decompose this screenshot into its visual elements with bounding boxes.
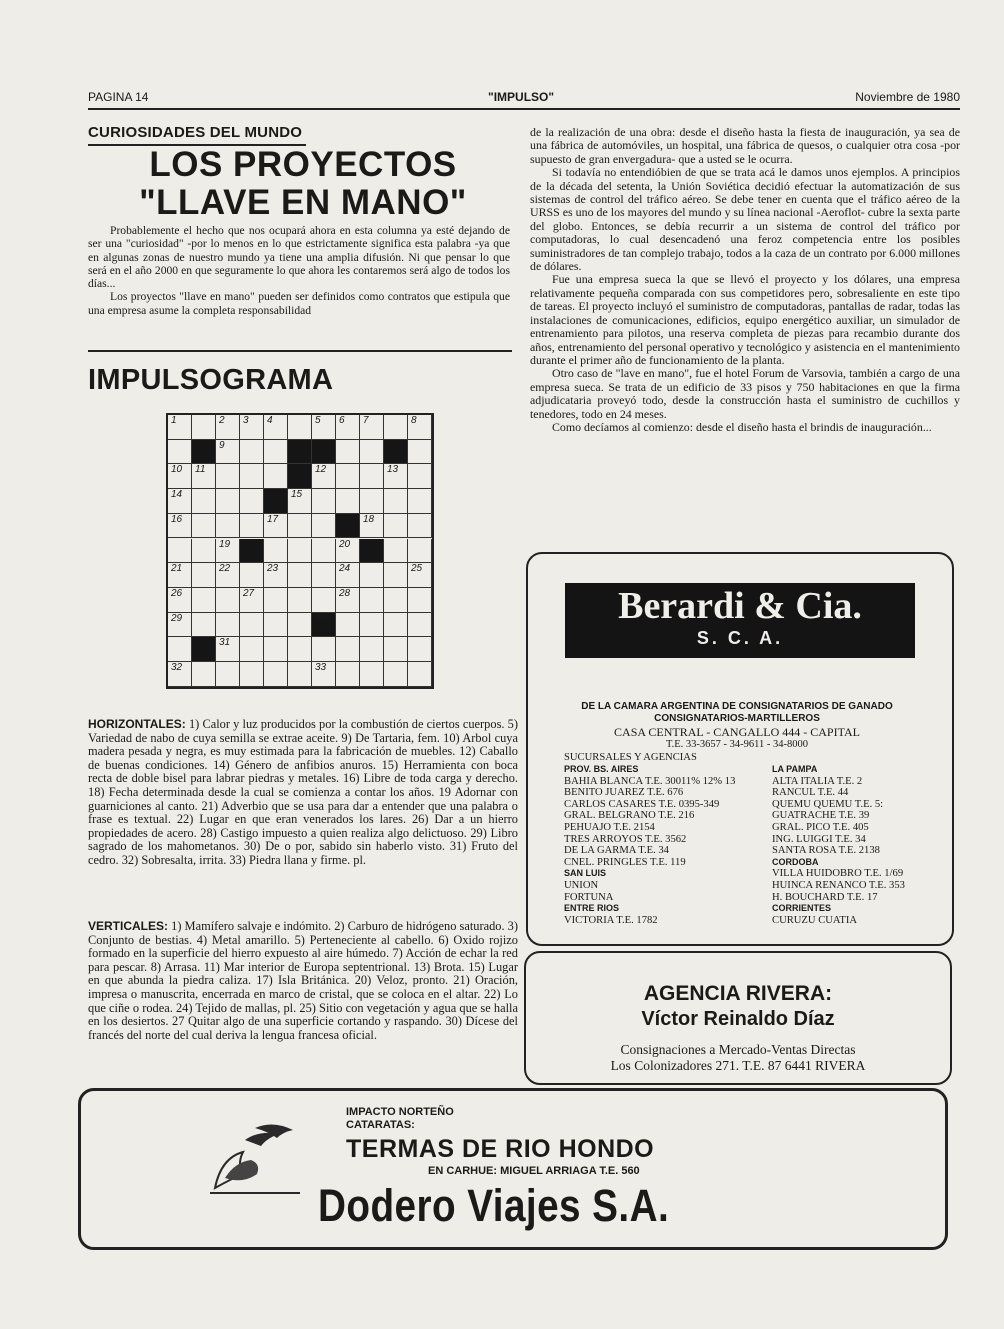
- crossword-cell[interactable]: [312, 637, 336, 662]
- article-title-line-2: "LLAVE EN MANO": [139, 183, 467, 222]
- crossword-cell[interactable]: [384, 464, 408, 489]
- crossword-cell[interactable]: [336, 662, 360, 687]
- col2-paragraph-4: Otro caso de "lave en mano", fue el hotel Forum de Varsovia, también a cargo de una empresa sueca. Se trata de un edificio de 33 pisos y 750 habitaciones en que la firma adjudicataria proveyó todo, desde la construcción hasta el suministro de cuchillos y tenedores, todo en 24 meses.: [530, 366, 960, 421]
- crossword-cell[interactable]: [168, 514, 192, 539]
- crossword-title: IMPULSOGRAMA: [88, 364, 334, 396]
- article-title-line-1: LOS PROYECTOS: [149, 145, 457, 184]
- berardi-branches-right: [772, 764, 942, 926]
- crossword-black-cell: [192, 637, 216, 662]
- branch-entry: UNION: [564, 879, 599, 891]
- branch-entry: CORDOBA: [772, 856, 819, 867]
- paper-name: "IMPULSO": [488, 90, 555, 104]
- branch-entry: CARLOS CASARES T.E. 0395-349: [564, 798, 720, 810]
- crossword-black-cell: [312, 613, 336, 638]
- crossword-clue-number: 15: [291, 489, 303, 501]
- crossword-cell[interactable]: [168, 464, 192, 489]
- dodero-line-1: IMPACTO NORTEÑO: [346, 1106, 454, 1118]
- crossword-clue-number: 1: [171, 415, 177, 426]
- crossword-cell[interactable]: [168, 563, 192, 588]
- branch-entry: SAN LUIS: [564, 868, 607, 879]
- crossword-clue-number: 21: [171, 563, 183, 575]
- crossword-cell[interactable]: [192, 415, 216, 440]
- crossword-cell[interactable]: [408, 563, 432, 588]
- branch-entry: ENTRE RIOS: [564, 903, 620, 914]
- crossword-cell[interactable]: [264, 662, 288, 687]
- crossword-cell[interactable]: [408, 440, 432, 465]
- crossword-cell[interactable]: [216, 415, 240, 440]
- crossword-cell[interactable]: [336, 539, 360, 564]
- verticales-text: 1) Mamífero salvaje e indómito. 2) Carburo de hidrógeno saturado. 3) Conjunto de bestias. 4) Metal amarillo. 5) Perteneciente al cabello. 6) Oxido rojizo formado en la superficie del hierro expuesto al aire húmedo. 7) Acción de echar la red para pescar. 8) Arrasa. 11) Mar interior de Europa septentrional. 13) Brota. 15) Lugar en que abunda la piedra caliza. 17) Isla Británica. 20) Veloz, pronto. 21) Oración, impresa o manuscrita, encerrada en marco de cristal, que se coloca en el altar. 22) Lo que ciñe o rodea. 24) Tejido de mallas, pl. 25) Sitio con vegetación y agua que se halla en los desiertos. 27 Quitar algo de una superficie cortando y raspando. 30) Dícese del francés del norte del cual deriva la lengua francesa oficial.: [88, 919, 518, 1042]
- rivera-title: AGENCIA RIVERA:: [643, 982, 833, 1005]
- article-kicker: CURIOSIDADES DEL MUNDO: [88, 124, 303, 141]
- crossword-cell[interactable]: [168, 440, 192, 465]
- crossword-cell[interactable]: [216, 489, 240, 514]
- branch-entry: QUEMU QUEMU T.E. 5:: [772, 798, 884, 810]
- crossword-clue-number: 11: [195, 464, 206, 476]
- branch-entry: ING. LUIGGI T.E. 34: [772, 833, 866, 845]
- crossword-cell[interactable]: [360, 464, 384, 489]
- article-lead: [88, 224, 510, 317]
- crossword-cell[interactable]: [312, 662, 336, 687]
- crossword-cell[interactable]: [240, 563, 264, 588]
- crossword-cell[interactable]: [312, 588, 336, 613]
- crossword-cell[interactable]: [288, 588, 312, 613]
- branch-entry: BENITO JUAREZ T.E. 676: [564, 787, 684, 799]
- branch-entry: HUINCA RENANCO T.E. 353: [772, 879, 905, 891]
- lead-paragraph-1: Probablemente el hecho que nos ocupará ahora en esta columna ya esté dejando de ser una "curiosidad" -por lo menos en lo que estrictamente significa esta palabra -ya que en algunas zonas de nuestro mundo ya tiene una amplia difusión. Ni que pensar lo que será en el año 2000 en que seguramente lo que ahora les contaremos será algo de todos los días...: [88, 224, 510, 291]
- crossword-cell[interactable]: [264, 539, 288, 564]
- crossword-cell[interactable]: [192, 588, 216, 613]
- crossword-clue-number: 26: [171, 587, 183, 599]
- crossword-cell[interactable]: [288, 637, 312, 662]
- crossword-cell[interactable]: [168, 662, 192, 687]
- horizontales-label: HORIZONTALES:: [88, 717, 186, 731]
- crossword-cell[interactable]: [264, 563, 288, 588]
- branch-entry: GUATRACHE T.E. 39: [772, 810, 870, 822]
- crossword-cell[interactable]: [240, 588, 264, 613]
- crossword-black-cell: [336, 514, 360, 539]
- crossword-black-cell: [312, 440, 336, 465]
- branch-entry: GRAL. BELGRANO T.E. 216: [564, 810, 695, 822]
- berardi-line-2: CONSIGNATARIOS-MARTILLEROS: [654, 713, 820, 724]
- crossword-cell[interactable]: [360, 415, 384, 440]
- crossword-grid[interactable]: [166, 413, 434, 689]
- crossword-clue-number: 3: [243, 415, 249, 426]
- crossword-cell[interactable]: [216, 464, 240, 489]
- crossword-cell[interactable]: [384, 415, 408, 440]
- branch-entry: TRES ARROYOS T.E. 3562: [564, 833, 687, 845]
- berardi-line-3: CASA CENTRAL - CANGALLO 444 - CAPITAL: [614, 725, 860, 739]
- crossword-clue-number: 28: [339, 587, 351, 599]
- crossword-cell[interactable]: [384, 514, 408, 539]
- crossword-cell[interactable]: [216, 539, 240, 564]
- crossword-black-cell: [288, 440, 312, 465]
- crossword-cell[interactable]: [384, 563, 408, 588]
- crossword-cell[interactable]: [168, 637, 192, 662]
- crossword-cell[interactable]: [384, 662, 408, 687]
- dodero-brand: Dodero Viajes S.A.: [318, 1180, 670, 1231]
- crossword-clue-number: 10: [171, 464, 183, 476]
- crossword-clue-number: 16: [171, 513, 183, 525]
- col2-paragraph-1: de la realización de una obra: desde el diseño hasta la fiesta de inauguración, ya sea de una fábrica de automóviles, un hospital, una fábrica de quesos, o cualquier otra cosa -por supuesto de gran envergadura- que a usted se le ocurra.: [530, 125, 960, 166]
- crossword-cell[interactable]: [240, 489, 264, 514]
- crossword-cell[interactable]: [264, 464, 288, 489]
- crossword-black-cell: [192, 440, 216, 465]
- crossword-cell[interactable]: [192, 489, 216, 514]
- crossword-cell[interactable]: [360, 489, 384, 514]
- crossword-cell[interactable]: [192, 464, 216, 489]
- crossword-cell[interactable]: [384, 489, 408, 514]
- branch-entry: PEHUAJO T.E. 2154: [564, 821, 655, 833]
- crossword-cell[interactable]: [408, 464, 432, 489]
- crossword-cell[interactable]: [312, 415, 336, 440]
- crossword-clue-number: 22: [219, 563, 231, 575]
- crossword-cell[interactable]: [216, 440, 240, 465]
- crossword-cell[interactable]: [336, 588, 360, 613]
- crossword-cell[interactable]: [336, 563, 360, 588]
- crossword-clue-number: 18: [363, 513, 375, 525]
- crossword-cell[interactable]: [240, 662, 264, 687]
- crossword-black-cell: [384, 440, 408, 465]
- crossword-cell[interactable]: [312, 539, 336, 564]
- header-rule: [88, 108, 960, 110]
- crossword-cell[interactable]: [360, 588, 384, 613]
- crossword-cell[interactable]: [264, 637, 288, 662]
- berardi-brand: Berardi & Cia.: [618, 585, 862, 627]
- crossword-cell[interactable]: [192, 613, 216, 638]
- crossword-cell[interactable]: [264, 613, 288, 638]
- crossword-cell[interactable]: [384, 539, 408, 564]
- branch-entry: VILLA HUIDOBRO T.E. 1/69: [772, 868, 904, 880]
- crossword-cell[interactable]: [408, 588, 432, 613]
- crossword-cell[interactable]: [168, 613, 192, 638]
- branch-entry: CNEL. PRINGLES T.E. 119: [564, 856, 686, 868]
- berardi-line-1: DE LA CAMARA ARGENTINA DE CONSIGNATARIOS DE GANADO: [581, 701, 893, 712]
- crossword-cell[interactable]: [216, 588, 240, 613]
- crossword-cell[interactable]: [192, 563, 216, 588]
- crossword-black-cell: [240, 539, 264, 564]
- crossword-clue-number: 27: [243, 587, 255, 599]
- crossword-cell[interactable]: [216, 563, 240, 588]
- crossword-cell[interactable]: [168, 588, 192, 613]
- crossword-cell[interactable]: [336, 464, 360, 489]
- dodero-logo-icon: [205, 1118, 305, 1198]
- crossword-cell[interactable]: [312, 489, 336, 514]
- crossword-cell[interactable]: [240, 514, 264, 539]
- verticales-label: VERTICALES:: [88, 919, 169, 933]
- crossword-cell[interactable]: [240, 415, 264, 440]
- crossword-black-cell: [264, 489, 288, 514]
- branch-entry: GRAL. PICO T.E. 405: [772, 821, 869, 833]
- lead-paragraph-2: Los proyectos "llave en mano" pueden ser definidos como contratos que estipula que una empresa asume la completa responsabilidad: [88, 290, 510, 317]
- horizontales-text: 1) Calor y luz producidos por la combustión de ciertos cuerpos. 5) Variedad de nabo de cuya semilla se extrae aceite. 9) De Tartaria, fem. 10) Arbol cuya madera pesada y negra, es muy estimada para la fabricación de muebles. 12) Caballo de buenas condiciones. 14) Género de anfibios anuros. 15) Herramienta con boca recta de doble bisel para labrar piedras y metales. 16) Libre de toda carga y derecho. 18) Fecha determinada desde la cual se comienza a contar los años. 19 Adornar con guarniciones al canto. 21) Adverbio que se usa para dar a entender que una palabra o frase es textual. 22) Lugar en que eran venerados los lares. 26) Dar a un hierro propiedades de acero. 28) Castigo impuesto a quien realiza algo delictuoso. 29) Libro sagrado de los mahometanos. 30) De o por, sabido sin haberlo visto. 31) Fruto del cedro. 32) Sobresalta, irrita. 33) Piedra llana y firme. pl.: [88, 717, 518, 867]
- issue-date: Noviembre de 1980: [855, 90, 960, 104]
- berardi-branches-left: [564, 764, 764, 926]
- branch-entry: BAHIA BLANCA T.E. 30011% 12% 13: [564, 775, 736, 787]
- col2-paragraph-2: Si todavía no entendióbien de que se trata acá le damos unos ejemplos. A principios de la década del setenta, la Unión Soviética decidió efectuar la automatización de sus sistemas de control del tráfico aéreo. Se debe tener en cuenta que el tráfico aéreo de la URSS es uno de los mayores del mundo y su línea nacional -Aeroflot- cubre la sexta parte del globo. Entonces, se debía recurrir a un sistema de control del tráfico por computadoras, lo cual desencadenó una feroz competencia entre los posibles suministradores de tan complejo trabajo, todos a la caza de un contrato por 6.000 millones de dólares.: [530, 165, 960, 274]
- crossword-cell[interactable]: [264, 440, 288, 465]
- branch-entry: RANCUL T.E. 44: [772, 787, 849, 799]
- col2-paragraph-3: Fue una empresa sueca la que se llevó el proyecto y los dólares, una empresa relativamente pequeña comparada con sus competidores pero, sobresaliente en este tipo de tareas. El proyecto incluyó el suministro de computadoras, pantallas de radar, todas las instalaciones de comunicaciones, edificios, equipo energético auxiliar, un simulador de entrenamiento para pilotos, una reserva completa de piezas para recambio durante dos años, entrenamiento del personal operativo y tecnológico y asistencia en el mantenimiento durante el primer año de funcionamiento de la planta.: [530, 272, 960, 367]
- crossword-cell[interactable]: [408, 415, 432, 440]
- crossword-cell[interactable]: [240, 440, 264, 465]
- crossword-cell[interactable]: [360, 563, 384, 588]
- rivera-line-2: Los Colonizadores 271. T.E. 87 6441 RIVERA: [610, 1058, 866, 1073]
- crossword-cell[interactable]: [360, 662, 384, 687]
- crossword-cell[interactable]: [384, 637, 408, 662]
- crossword-cell[interactable]: [240, 613, 264, 638]
- crossword-clue-number: 14: [171, 489, 183, 501]
- crossword-clue-number: 12: [315, 464, 327, 476]
- branch-entry: LA PAMPA: [772, 764, 818, 774]
- crossword-cell[interactable]: [360, 613, 384, 638]
- crossword-cell[interactable]: [408, 637, 432, 662]
- crossword-cell[interactable]: [288, 539, 312, 564]
- crossword-cell[interactable]: [312, 563, 336, 588]
- branch-entry: PROV. BS. AIRES: [564, 764, 639, 774]
- crossword-cell[interactable]: [336, 489, 360, 514]
- crossword-clue-number: 30: [315, 612, 327, 624]
- crossword-cell[interactable]: [384, 613, 408, 638]
- crossword-cell[interactable]: [360, 440, 384, 465]
- crossword-cell[interactable]: [168, 489, 192, 514]
- rivera-name: Víctor Reinaldo Díaz: [641, 1008, 835, 1030]
- crossword-cell[interactable]: [216, 613, 240, 638]
- crossword-cell[interactable]: [288, 489, 312, 514]
- rivera-line-1: Consignaciones a Mercado-Ventas Directas: [620, 1042, 856, 1057]
- crossword-clue-number: 29: [171, 612, 183, 624]
- crossword-clue-number: 19: [219, 538, 231, 550]
- crossword-cell[interactable]: [408, 489, 432, 514]
- berardi-suffix: S. C. A.: [696, 628, 784, 648]
- crossword-clue-number: 6: [339, 415, 345, 426]
- crossword-black-cell: [288, 464, 312, 489]
- crossword-cell[interactable]: [408, 514, 432, 539]
- dodero-line-3: TERMAS DE RIO HONDO: [346, 1135, 655, 1163]
- crossword-cell[interactable]: [408, 539, 432, 564]
- crossword-clue-number: 2: [219, 415, 225, 426]
- clues-vertical: [88, 920, 518, 1042]
- crossword-cell[interactable]: [216, 514, 240, 539]
- branch-entry: ALTA ITALIA T.E. 2: [772, 775, 863, 787]
- crossword-clue-number: 33: [315, 662, 327, 673]
- crossword-cell[interactable]: [264, 514, 288, 539]
- dolphin-wave-icon: [205, 1118, 305, 1198]
- crossword-clue-number: 9: [219, 439, 225, 451]
- section-rule: [88, 350, 512, 352]
- crossword-clue-number: 5: [315, 415, 321, 426]
- crossword-clue-number: 32: [171, 662, 183, 673]
- berardi-logo: [565, 583, 915, 658]
- crossword-cell[interactable]: [312, 464, 336, 489]
- branch-entry: CURUZU CUATIA: [772, 914, 858, 926]
- dodero-line-4: EN CARHUE: MIGUEL ARRIAGA T.E. 560: [428, 1165, 640, 1177]
- crossword-cell[interactable]: [408, 613, 432, 638]
- crossword-cell[interactable]: [168, 539, 192, 564]
- crossword-cell[interactable]: [192, 514, 216, 539]
- berardi-sucursales: SUCURSALES Y AGENCIAS: [564, 752, 697, 763]
- page-header: [88, 90, 960, 108]
- col2-paragraph-5: Como decíamos al comienzo: desde el diseño hasta el brindis de inauguración...: [552, 419, 932, 434]
- crossword-cell[interactable]: [216, 662, 240, 687]
- crossword-cell[interactable]: [408, 662, 432, 687]
- crossword-cell[interactable]: [216, 637, 240, 662]
- crossword-clue-number: 17: [267, 513, 279, 525]
- crossword-cell[interactable]: [288, 613, 312, 638]
- crossword-clue-number: 25: [411, 563, 423, 575]
- crossword-clue-number: 13: [387, 464, 399, 476]
- clues-horizontal: [88, 718, 518, 868]
- page-number: PAGINA 14: [88, 90, 149, 104]
- crossword-cell[interactable]: [360, 514, 384, 539]
- crossword-clue-number: 20: [339, 538, 351, 550]
- branch-entry: VICTORIA T.E. 1782: [564, 914, 658, 926]
- crossword-clue-number: 8: [411, 415, 417, 426]
- crossword-cell[interactable]: [312, 514, 336, 539]
- branch-entry: DE LA GARMA T.E. 34: [564, 845, 669, 857]
- article-column-2: [530, 126, 960, 434]
- crossword-cell[interactable]: [288, 563, 312, 588]
- crossword-cell[interactable]: [240, 637, 264, 662]
- crossword-clue-number: 7: [363, 415, 369, 426]
- branch-entry: CORRIENTES: [772, 903, 832, 914]
- crossword-cell[interactable]: [288, 662, 312, 687]
- crossword-cell[interactable]: [264, 415, 288, 440]
- crossword-cell[interactable]: [264, 588, 288, 613]
- branch-entry: H. BOUCHARD T.E. 17: [772, 891, 878, 903]
- crossword-cell[interactable]: [288, 415, 312, 440]
- crossword-clue-number: 4: [267, 415, 273, 426]
- crossword-clue-number: 31: [219, 637, 231, 649]
- crossword-cell[interactable]: [384, 588, 408, 613]
- crossword-cell[interactable]: [336, 440, 360, 465]
- branch-entry: SANTA ROSA T.E. 2138: [772, 845, 880, 857]
- crossword-black-cell: [360, 539, 384, 564]
- crossword-cell[interactable]: [192, 539, 216, 564]
- crossword-clue-number: 23: [267, 563, 279, 575]
- branch-entry: FORTUNA: [564, 891, 614, 903]
- crossword-cell[interactable]: [288, 514, 312, 539]
- dodero-line-2: CATARATAS:: [346, 1119, 415, 1131]
- crossword-cell[interactable]: [336, 415, 360, 440]
- crossword-cell[interactable]: [192, 662, 216, 687]
- crossword-cell[interactable]: [336, 637, 360, 662]
- crossword-cell[interactable]: [336, 613, 360, 638]
- crossword-clue-number: 24: [339, 563, 351, 575]
- berardi-line-4: T.E. 33-3657 - 34-9611 - 34-8000: [665, 739, 809, 750]
- crossword-cell[interactable]: [360, 637, 384, 662]
- crossword-cell[interactable]: [168, 415, 192, 440]
- crossword-cell[interactable]: [240, 464, 264, 489]
